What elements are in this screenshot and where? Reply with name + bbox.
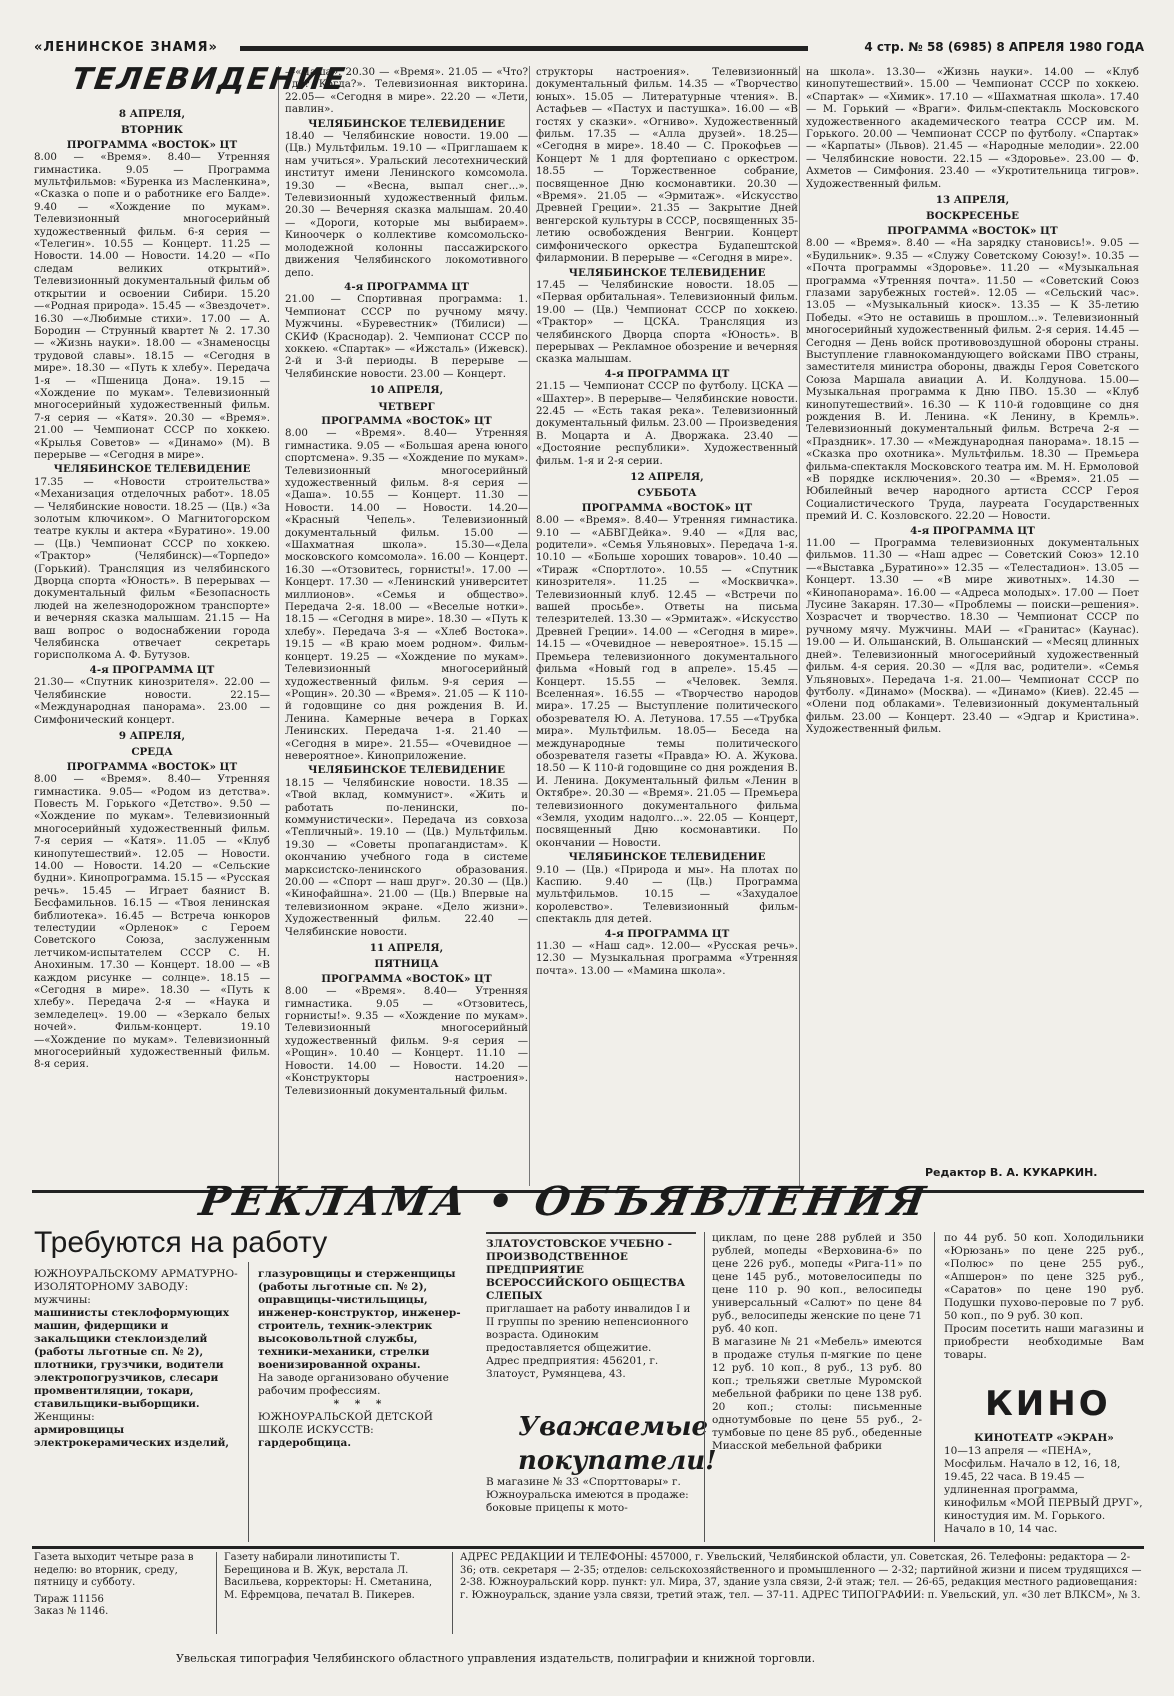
- tv-column-4: [799, 66, 1139, 1186]
- fridge-text: по 44 руб. 50 коп. Холодильники «Юрюзань» по цене 225 руб., «Полюс» по цене 255 руб., «Апшерон» по цене 325 руб., «Саратов» по цене 190 руб. Подушки пухово-перовые по 7 руб. 50 коп., по 9 руб. 30 коп.: [944, 1232, 1144, 1322]
- school-job: гардеробщица.: [258, 1437, 351, 1449]
- program-listing: на школа». 13.30— «Жизнь науки». 14.00 — «Клуб кинопутешествий». 15.00 — Чемпионат СССР по хоккею. «Спартак» — «Химик». 17.10 — «Шахматная школа». 17.40— М. Горький — «Враги». Фильм-спектакль Московского художественного академического театра СССР им. М. Горького. 20.00 — Чемпионат СССР по футболу. «Спартак» — «Карпаты» (Львов). 21.45 — «Народные мелодии». 22.00 — Челябинские новости. 22.15 — «Здоровье». 23.00 — Ф. Ахметов — Симфония. 23.40 — «Укротительница тигров». Художественный фильм.: [806, 66, 1139, 190]
- tv-section-title: ТЕЛЕВИДЕНИЕ: [69, 62, 349, 97]
- footer-staff: [224, 1552, 444, 1602]
- school-heading: ЮЖНОУРАЛЬСКОЙ ДЕТСКОЙ ШКОЛЕ ИСКУССТВ:: [258, 1411, 433, 1436]
- program-listing: 9.10 — (Цв.) «Природа и мы». На плотах по Каспию. 9.40 — (Цв.) Программа мультфильмов. 10.15 — «Захудалое королевство». Телевизионный фильм-спектакль для детей.: [536, 863, 798, 926]
- day-heading: 12 АПРЕЛЯ,: [630, 471, 704, 483]
- program-listing: 8.00 — «Время». 8.40— Утренняя гимнастика. 9.05 — «Большая арена юного спортсмена». 9.35 — «Хождение по мукам». Телевизионный многосерийный художественный фильм. 8-я серия — «Даша». 10.55 — Концерт. 11.30 — Новости. 14.00 — Новости. 14.20— «Красный Чепель». Телевизионный документальный фильм. 15.00 — «Шахматная школа». 15.30—«Дела московского комсомола». 16.00 — Концерт. 16.30 —«Отзовитесь, горнисты!». 17.00 — Концерт. 17.30 — «Ленинский университет миллионов». «Семья и общество». Передача 2-я. 18.00 — «Веселые нотки». 18.15 — «Сегодня в мире». 18.30 — «Путь к хлебу». Передача 3-я — «Хлеб Востока». 19.15 — «В краю моем родном». Фильм-концерт. 19.25 — «Хождение по мукам». Телевизионный многосерийный художественный фильм. 9-я серия — «Рощин». 20.30 — «Время». 21.05 — К 110-й годовщине со дня рождения В. И. Ленина. Камерные вечера в Горках Ленинских. Передача 1-я. 21.40 — «Сегодня в мире». 21.55— «Очевидное — невероятное». Киноприложение.: [285, 427, 528, 762]
- jobs-title: Требуются на работу: [34, 1226, 328, 1259]
- publication-schedule: Газета выходит четыре раза в неделю: во вторник, среду, пятницу и субботу.: [34, 1552, 194, 1588]
- goods-text: циклам, по цене 288 рублей и 350 рублей, мопеды «Верховина-6» по цене 226 руб., мопеды «Рига-11» по цене 145 руб., мотовелосипеды по цене 110 р. 90 коп., велосипеды универсальный «Салют» по цене 84 руб., велосипеды женские по цене 71 руб. 40 коп.: [712, 1232, 922, 1335]
- footer-address: [460, 1552, 1144, 1602]
- footer-schedule: [34, 1552, 209, 1619]
- channel-heading: ПРОГРАММА «ВОСТОК» ЦТ: [321, 414, 492, 427]
- program-listing: структоры настроения». Телевизионный документальный фильм. 14.35 — «Творчество юных». 15.05 — Литературные чтения». В. Астафьев — «Пастух и пастушка». 16.00 — «В гостях у сказки». «Огниво». Художественный фильм. 17.35 — «Алла друзей». 18.25— «Сегодня в мире». 18.40 — С. Прокофьев — Концерт № 1 для фортепиано с оркестром. 18.55 — Торжественное собрание, посвященное Дню космонавтики. 20.30 — «Время». 21.05 — «Эрмитаж». «Искусство Древней Греции». 21.35 — Закрытие Дней венгерской культуры в СССР, посвященных 35-летию освобождения Венгрии. Концерт симфонического оркестра Будапештской филармонии. В перерыве — «Сегодня в мире».: [536, 66, 798, 265]
- footer-divider: [452, 1552, 453, 1634]
- editor-credit: Редактор В. А. КУКАРКИН.: [925, 1166, 1098, 1179]
- jobs-col2-note: На заводе организовано обучение рабочим профессиям.: [258, 1372, 449, 1397]
- channel-heading: ПРОГРАММА «ВОСТОК» ЦТ: [581, 501, 753, 514]
- print-run: Тираж 11156: [34, 1593, 104, 1605]
- channel-heading: ЧЕЛЯБИНСКОЕ ТЕЛЕВИДЕНИЕ: [568, 266, 766, 279]
- channel-heading: ПРОГРАММА «ВОСТОК» ЦТ: [66, 138, 238, 151]
- jobs-column-2: [258, 1268, 463, 1450]
- day-heading: 10 АПРЕЛЯ,: [369, 384, 444, 397]
- channel-heading: ЧЕЛЯБИНСКОЕ ТЕЛЕВИДЕНИЕ: [308, 117, 505, 130]
- ads-divider: [934, 1232, 935, 1542]
- separator-stars: * * *: [333, 1398, 388, 1410]
- cinema-text: 10—13 апреля — «ПЕНА», Мосфильм. Начало в 12, 16, 18, 19.45, 22 часа. В 19.45 — удлиненная программа, кинофильм «МОЙ ПЕРВЫЙ ДРУГ», киностудия им. М. Горького. Начало в 10, 14 час.: [944, 1445, 1143, 1535]
- channel-heading: ПРОГРАММА «ВОСТОК» ЦТ: [887, 224, 1058, 237]
- jobs-men-head: мужчины:: [34, 1294, 91, 1306]
- footer-rule: [32, 1546, 1144, 1549]
- editorial-address: АДРЕС РЕДАКЦИИ И ТЕЛЕФОНЫ: 457000, г. Увельский, Челябинской области, ул. Советская, 26. Телефоны: редактора — 2-36; отв. секретаря — 2-35; отделов: сельскохозяйственного и промышленного — 2-32; партийной жизни и писем трудящихся — 2-38. Южноуральский корр. пункт: ул. Мира, 37, здание узла связи, 2-й этаж; тел. — 26-65, редакция местного радиовещания: г. Южноуральск, здание узла связи, третий этаж, тел. — 37-11. АДРЕС ТИПОГРАФИИ: п. Увельский, ул. «30 лет ВЛКСМ», № 3.: [460, 1552, 1142, 1601]
- day-heading: 8 АПРЕЛЯ,: [118, 108, 186, 120]
- sport-shop-ad: [486, 1476, 691, 1515]
- zlatoust-address: Адрес предприятия: 456201, г. Златоуст, Румянцева, 43.: [486, 1355, 659, 1380]
- program-listing: —«Даша». 20.30 — «Время». 21.05 — «Что? Где? Когда?». Телевизионная викторина. 22.05— «Сегодня в мире». 22.20 — «Лети, павлин».: [285, 66, 528, 116]
- channel-heading: 4-я ПРОГРАММА ЦТ: [910, 524, 1035, 537]
- program-listing: 8.00 — «Время». 8.40 — «На зарядку становись!». 9.05 — «Будильник». 9.35 — «Служу Советскому Союзу!». 10.35 — «Почта программы «Здоровье». 11.20 — «Музыкальная программа «Утренняя почта». 11.50 — «Советский Союз глазами зарубежных гостей». 12.05 — «Сельский час». 13.05 — «Музыкальный киоск». 13.35 — К 35-летию Победы. «Это не оставишь в прошлом...». Телевизионный многосерийный художественный фильм. 2-я серия. 14.45 — Сегодня — День войск противовоздушной обороны страны. Выступление главнокомандующего войсками ПВО страны, заместителя министра обороны, дважды Героя Советского Союза Маршала авиации А. И. Колдунова. 15.00— Музыкальная программа к Дню ПВО. 15.30 — «Клуб кинопутешествий». 16.30 — К 110-й годовщине со дня рождения В. И. Ленина. «К Ленину, в Кремль». Телевизионный документальный фильм. Встреча 2-я — «Праздник». 17.30 — «Международная панорама». 18.15 — «Сказка про охотника». Мультфильм. 18.30 — Премьера фильма-спектакля Московского театра им. М. Н. Ермоловой «В порядке исключения». 20.30 — «Время». 21.05 — Юбилейный вечер народного артиста СССР Героя Социалистического Труда, лауреата Государственных премий И. С. Козловского. 22.20 — Новости.: [806, 237, 1139, 523]
- zlatoust-heading: ЗЛАТОУСТОВСКОЕ УЧЕБНО - ПРОИЗВОДСТВЕННОЕ ПРЕДПРИЯТИЕ ВСЕРОССИЙСКОГО ОБЩЕСТВА СЛЕПЫХ: [486, 1238, 686, 1302]
- channel-heading: 4-я ПРОГРАММА ЦТ: [344, 280, 469, 293]
- day-heading: ВОСКРЕСЕНЬЕ: [926, 210, 1019, 223]
- program-listing: 21.30— «Спутник кинозрителя». 22.00 — Челябинские новости. 22.15— «Международная панорама». 23.00 — Симфонический концерт.: [34, 676, 270, 726]
- zlatoust-ad: [486, 1232, 696, 1381]
- goods-ad: [712, 1232, 922, 1453]
- zlatoust-body: приглашает на работу инвалидов I и II группы по зрению непенсионного возраста. Одиноким предоставляется общежитие.: [486, 1303, 691, 1354]
- program-listing: 18.15 — Челябинские новости. 18.35 — «Твой вклад, коммунист». «Жить и работать по-ленински, по-коммунистически». Передача из совхоза «Тепличный». 19.10 — (Цв.) Мультфильм. 19.30 — «Советы пропагандистам». К окончанию учебного года в системе марксистско-ленинского образования. 20.00 — «Спорт — наш друг». 20.30 — (Цв.) «Кинофайшна». 21.00 — (Цв.) Впервые на телевизионном экране. «Дело жизни». Художественный фильм. 22.40 — Челябинские новости.: [285, 776, 528, 938]
- day-heading: ПЯТНИЦА: [374, 958, 439, 971]
- issue-info: 4 стр. № 58 (6985) 8 АПРЕЛЯ 1980 ГОДА: [864, 40, 1144, 54]
- newspaper-name: «ЛЕНИНСКОЕ ЗНАМЯ»: [34, 40, 218, 55]
- masthead-rule: [240, 46, 808, 51]
- visit-shops-text: Просим посетить наши магазины и приобрести необходимые Вам товары.: [944, 1323, 1144, 1361]
- program-listing: 8.00 — «Время». 8.40— Утренняя гимнастика. 9.05— «Родом из детства». Повесть М. Горького «Детство». 9.50 — «Хождение по мукам». Телевизионный многосерийный художественный фильм. 7-я серия — «Катя». 11.05 — «Клуб кинопутешествий». 12.05 — Новости. 14.00 — Новости. 14.20 — «Сельские будни». Кинопрограмма. 15.15 — «Русская речь». 15.45 — Играет баянист В. Бесфамильнов. 16.15 — «Твоя ленинская библиотека». 16.45 — Встреча юнкоров телестудии «Орленок» с Героем Советского Союза, заслуженным летчиком-испытателем СССР С. Н. Анохиным. 17.30 — Концерт. 18.00 — «В каждом рисунке — солнце». 18.15 — «Сегодня в мире». 18.30 — «Путь к хлебу». Передача 2-я — «Наука и земледелец». 19.00 — «Зеркало белых ночей». Фильм-концерт. 19.10—«Хождение по мукам». Телевизионный многосерийный художественный фильм. 8-я серия.: [34, 773, 270, 1071]
- program-listing: 18.40 — Челябинские новости. 19.00 — (Цв.) Мультфильм. 19.10 — «Приглашаем к нам учиться». Уральский лесотехнический институт имени Ленинского комсомола. 19.30 — «Весна, выпал снег...». Телевизионный художественный фильм. 20.30 — Вечерняя сказка малышам. 20.40 — «Дороги, которые мы выбираем». Киноочерк о коллективе комсомольско-молодежной колонны пассажирского движения Челябинского локомотивного депо.: [285, 130, 528, 279]
- program-listing: 8.00 — «Время». 8.40— Утренняя гимнастика. 9.05 — «Отзовитесь, горнисты!». 9.35 — «Хождение по мукам». Телевизионный многосерийный художественный фильм. 9-я серия — «Рощин». 10.40 — Концерт. 11.10 — Новости. 14.00 — Новости. 14.20 — «Конструкторы настроения». Телевизионный документальный фильм.: [285, 985, 528, 1097]
- ads-divider: [248, 1262, 249, 1542]
- day-heading: 9 АПРЕЛЯ,: [118, 729, 186, 742]
- staff-credits: Газету набирали линотиписты Т. Берещинова и В. Жук, верстала Л. Васильева, корректоры: Н. Сметанина, М. Ефремцова, печатал В. Пикерев.: [224, 1552, 432, 1601]
- program-listing: 8.00 — «Время». 8.40— Утренняя гимнастика. 9.10 — «АБВГДейка». 9.40 — «Для вас, родители». «Семья Ульяновых». Передача 1-я. 10.10 — «Больше хороших товаров». 10.40 — «Тираж «Спортлото». 10.55 — «Спутник кинозрителя». 11.25 — «Москвичка». Телевизионный клуб. 12.45 — «Встречи по вашей просьбе». Ответы на письма телезрителей. 13.30 — «Эрмитаж». «Искусство Древней Греции». 14.00 — «Сегодня в мире». 14.15 — «Очевидное — невероятное». 15.15 — Премьера телевизионного документального фильма «Новый год в апреле». 15.45 — Концерт. 15.55 — «Человек. Земля. Вселенная». 16.55 — «Творчество народов мира». 17.25 — Выступление политического обозревателя Ю. А. Летунова. 17.55 —«Трубка мира». Мультфильм. 18.05— Беседа на международные темы политического обозревателя газеты «Правда» Ю. А. Жукова. 18.50 — К 110-й годовщине со дня рождения В. И. Ленина. Документальный фильм «Ленин в Октябре». 20.30 — «Время». 21.05 — Премьера телевизионного документального фильма «Земля, уходим надолго...». 22.05 — Концерт, посвященный Дню космонавтики. По окончании — Новости.: [536, 514, 798, 849]
- day-heading: ВТОРНИК: [121, 124, 183, 137]
- furniture-text: В магазине № 21 «Мебель» имеются в продаже стулья п-мягкие по цене 12 руб. 10 коп., 8 руб., 13 руб. 80 коп.; трельяжи светлые Муромской мебельной фабрики по цене 138 руб. 20 коп.; столы: письменные однотумбовые по цене 55 руб., 2-тумбовые по цене 85 руб., обеденные Миасской мебельной фабрики: [712, 1336, 922, 1452]
- program-listing: 11.00 — Программа телевизионных документальных фильмов. 11.30 — «Наш адрес — Советский Союз» 12.10 —«Выставка „Буратино»» 12.35 — «Телестадион». 13.05 — Концерт. 13.30 — «В мире животных». 14.30 — «Кинопанорама». 16.00 — «Адреса молодых». 17.00 — Поет Лусине Закарян. 17.30— «Проблемы — поиски—решения». Хозрасчет и творчество. 18.30 — Чемпионат СССР по ручному мячу. Мужчины. МАИ — «Гранитас» (Каунас). 19.00 — И. Ольшанский, В. Ольшанский — «Месяц длинных дней». Телевизионный многосерийный художественный фильм. 4-я серия. 20.30 — «Для вас, родители». «Семья Ульяновых». Передача 1-я. 21.00— Чемпионат СССР по футболу. «Динамо» (Москва). — «Динамо» (Киев). 22.45 — «Олени под облаками». Телевизионный документальный фильм. 23.00 — Концерт. 23.40 — «Эдгар и Кристина». Художественный фильм.: [806, 537, 1139, 736]
- channel-heading: 4-я ПРОГРАММА ЦТ: [604, 927, 730, 940]
- ads-divider: [704, 1232, 705, 1542]
- channel-heading: ЧЕЛЯБИНСКОЕ ТЕЛЕВИДЕНИЕ: [53, 463, 251, 476]
- cinema-heading: КИНОТЕАТР «ЭКРАН»: [974, 1432, 1114, 1444]
- footer-divider: [216, 1552, 217, 1634]
- jobs-intro: ЮЖНОУРАЛЬСКОМУ АРМАТУРНО-ИЗОЛЯТОРНОМУ ЗАВОДУ:: [34, 1268, 238, 1293]
- channel-heading: ЧЕЛЯБИНСКОЕ ТЕЛЕВИДЕНИЕ: [568, 851, 766, 864]
- jobs-men: машинисты стеклоформующих машин, фидерщики и закальщики стеклоизделий (работы льготные сп. № 2), плотники, грузчики, водители электропогрузчиков, слесари промвентиляции, токари, ставильщики-выборщики.: [34, 1307, 229, 1410]
- sport-shop-text: В магазине № 33 «Спорттовары» г. Южноуральска имеются в продаже: боковые прицепы к мото-: [486, 1476, 689, 1514]
- day-heading: СУББОТА: [637, 487, 697, 500]
- program-listing: 17.45 — Челябинские новости. 18.05 — «Первая орбитальная». Телевизионный фильм. 19.00 — (Цв.) Чемпионат СССР по хоккею. «Трактор» — ЦСКА. Трансляция из челябинского Дворца спорта «Юность». В перерывах — Рекламное обозрение и вечерняя сказка малышам.: [536, 278, 798, 366]
- jobs-column-1: [34, 1268, 239, 1450]
- tv-column-3: [529, 66, 798, 1186]
- kino-logo: КИНО: [985, 1384, 1111, 1424]
- jobs-col2-list: глазуровщицы и стерженщицы (работы льготные сп. № 2), оправщицы-чистильщицы, инженер-конструктор, инженер-строитель, техник-электрик высоковольтной службы, техники-механики, стрелки военизированной охраны.: [258, 1268, 461, 1371]
- channel-heading: ЧЕЛЯБИНСКОЕ ТЕЛЕВИДЕНИЕ: [308, 764, 505, 777]
- respect-heading: Уважаемые покупатели!: [518, 1412, 717, 1476]
- channel-heading: ПРОГРАММА «ВОСТОК» ЦТ: [321, 972, 492, 985]
- channel-heading: 4-я ПРОГРАММА ЦТ: [89, 663, 215, 676]
- program-listing: 8.00 — «Время». 8.40— Утренняя гимнастика. 9.05 — Программа мультфильмов: «Буренка из Масленкина», «Сказка о попе и о работнике его Балде». 9.40 — «Хождение по мукам». Телевизионный многосерийный художественный фильм. 6-я серия — «Телегин». 10.55 — Концерт. 11.25 — Новости. 14.00 — Новости. 14.20 — «По следам великих открытий». Телевизионный документальный фильм об открытии и освоении Сибири. 15.20 —«Родная природа». 15.45 — «Звездочет». 16.30 —«Любимые стихи». 17.00 — А. Бородин — Струнный квартет № 2. 17.30 — «Жизнь науки». 18.00 — «Знаменосцы трудовой славы». 18.15 — «Сегодня в мире». 18.30 — «Путь к хлебу». Передача 1-я — «Пшеница Дона». 19.15 — «Хождение по мукам». Телевизионный многосерийный художественный фильм. 7-я серия — «Катя». 20.30 — «Время». 21.00 — Чемпионат СССР по хоккею. «Крылья Советов» — «Динамо» (М). В перерыве — «Сегодня в мире».: [34, 151, 270, 461]
- jobs-women-head: Женщины:: [34, 1411, 95, 1423]
- order-number: Заказ № 1146.: [34, 1606, 109, 1617]
- program-listing: 11.30 — «Наш сад». 12.00— «Русская речь». 12.30 — Музыкальная программа «Утренняя почта». 13.00 — «Мамина школа».: [536, 940, 798, 977]
- printer-info: Увельская типография Челябинского областного управления издательств, полиграфии и книжной торговли.: [176, 1652, 816, 1665]
- program-listing: 21.15 — Чемпионат СССР по футболу. ЦСКА — «Шахтер». В перерыве— Челябинские новости. 22.45 — «Есть такая река». Телевизионный документальный фильм. 23.00 — Произведения В. Моцарта и А. Дворжака. 23.40 — «Достояние республики». Художественный фильм. 1-я и 2-я серии.: [536, 380, 798, 467]
- fridge-ad: [944, 1232, 1144, 1362]
- day-heading: СРЕДА: [131, 746, 173, 759]
- jobs-women: армировщицы электрокерамических изделий,: [34, 1424, 230, 1449]
- day-heading: ЧЕТВЕРГ: [378, 400, 435, 413]
- program-listing: 21.00 — Спортивная программа: 1. Чемпионат СССР по ручному мячу. Мужчины. «Буревестник» (Тбилиси) — СКИФ (Краснодар). 2. Чемпионат СССР по хоккею. «Спартак» — «Ижсталь» (Ижевск). 2-й и 3-й периоды. В перерыве — Челябинские новости. 23.00 — Концерт.: [285, 293, 528, 380]
- ads-title: РЕКЛАМА • ОБЪЯВЛЕНИЯ: [195, 1178, 933, 1225]
- program-listing: 17.35 — «Новости строительства» «Механизация отделочных работ». 18.05 — Челябинские новости. 18.25 — (Цв.) «За золотым ключиком». О Магнитогорском театре куклы и актера «Буратино». 19.00 — (Цв.) Чемпионат СССР по хоккею. «Трактор» (Челябинск)—«Торпедо» (Горький). Трансляция из челябинского Дворца спорта «Юность». В перерывах — документальный фильм «Безопасность людей на железнодорожном транспорте» и вечерняя сказка малышам. 21.15 — На ваш вопрос о водоснабжении города Челябинска отвечает секретарь горисполкома А. Ф. Бутузов.: [34, 475, 270, 662]
- cinema-ad: [944, 1432, 1144, 1536]
- channel-heading: 4-я ПРОГРАММА ЦТ: [604, 367, 730, 380]
- masthead: [34, 38, 1144, 58]
- day-heading: 13 АПРЕЛЯ,: [935, 194, 1010, 207]
- tv-column-1: [34, 66, 270, 1186]
- tv-column-2: [278, 66, 528, 1186]
- day-heading: 11 АПРЕЛЯ,: [369, 942, 444, 955]
- tv-schedule: [34, 66, 1144, 1186]
- channel-heading: ПРОГРАММА «ВОСТОК» ЦТ: [66, 760, 238, 773]
